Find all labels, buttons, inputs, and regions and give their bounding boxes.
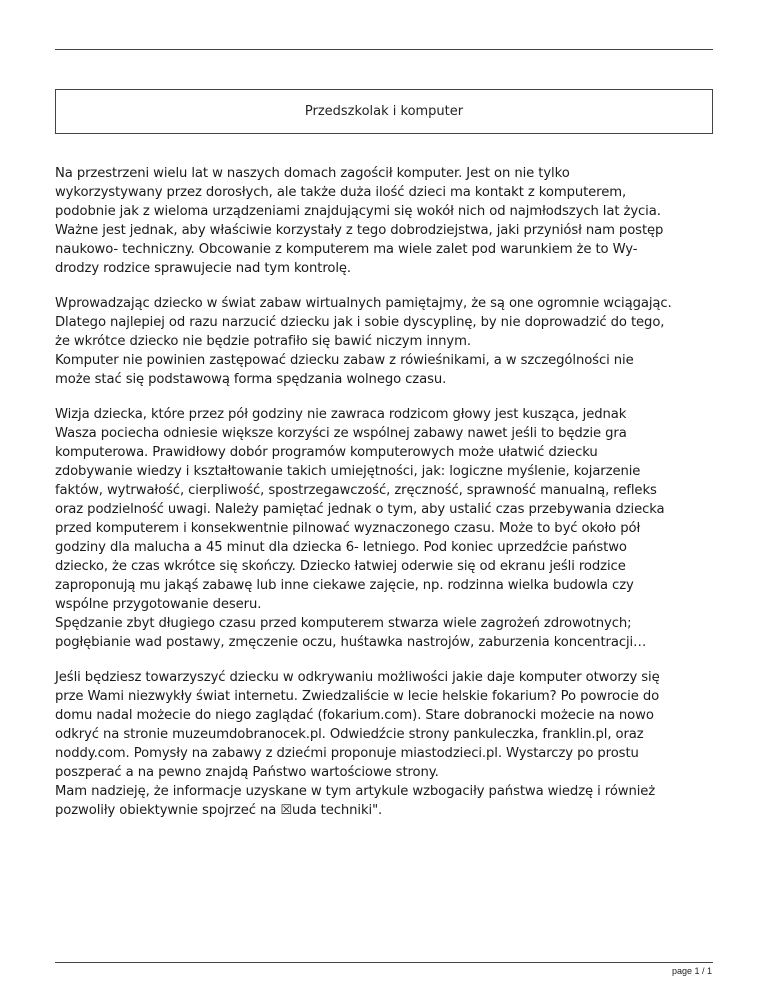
- page-number: page 1 / 1: [671, 966, 712, 976]
- paragraph-2: Wprowadzając dziecko w świat zabaw wirtualnych pamiętajmy, że są one ogromnie wciągając. Dlatego najlepiej od razu narzucić dziecku jak i sobie dyscyplinę, by nie doprowadzić do tego, że wkrótce dziecko nie będzie potrafiło się bawić niczym innym. Komputer nie powinien zastępować dziecku zabaw z rówieśnikami, a w szczególności nie może stać się podstawową forma spędzania wolnego czasu.: [55, 296, 672, 387]
- paragraph-4: Jeśli będziesz towarzyszyć dziecku w odkrywaniu możliwości jakie daje komputer otworzy się prze Wami niezwykły świat internetu. Zwiedzaliście w lecie helskie fokarium? Po powrocie do domu nadal możecie do niego zaglądać (fokarium.com). Stare dobranocki możecie na nowo odkryć na stronie muzeumdobranocek.pl. Odwiedźcie strony pankuleczka, franklin.pl, oraz noddy.com. Pomysły na zabawy z dziećmi proponuje miastodzieci.pl. Wystarczy po prostu poszperać a na pewno znajdą Państwo wartościowe strony. Mam nadzieję, że informacje uzyskane w tym artykule wzbogaciły państwa wiedzę i również pozwoliły obiektywnie spojrzeć na ☒uda techniki".: [55, 670, 660, 818]
- document-body: [55, 164, 720, 836]
- document-title: Przedszkolak i komputer: [304, 104, 464, 119]
- bottom-rule: [55, 962, 713, 963]
- paragraph-3: Wizja dziecka, które przez pół godziny nie zawraca rodzicom głowy jest kusząca, jednak Wasza pociecha odniesie większe korzyści ze wspólnej zabawy nawet jeśli to będzie gra komputerowa. Prawidłowy dobór programów komputerowych może ułatwić dziecku zdobywanie wiedzy i kształtowanie takich umiejętności, jak: logiczne myślenie, kojarzenie faktów, wytrwałość, cierpliwość, spostrzegawczość, zręczność, sprawność manualną, refleks oraz podzielność uwagi. Należy pamiętać jednak o tym, aby ustalić czas przebywania dziecka przed komputerem i konsekwentnie pilnować wyznaczonego czasu. Może to być około pół godziny dla malucha a 45 minut dla dziecka 6- letniego. Pod koniec uprzedźcie państwo dziecko, że czas wkrótce się skończy. Dziecko łatwiej oderwie się od ekranu jeśli rodzice zaproponują mu jakąś zabawę lub inne ciekawe zajęcie, np. rodzinna wielka budowla czy wspólne przygotowanie deseru. Spędzanie zbyt długiego czasu przed komputerem stwarza wiele zagrożeń zdrowotnych; pogłębianie wad postawy, zmęczenie oczu, huśtawka nastrojów, zaburzenia koncentracji…: [55, 407, 665, 650]
- title-box: [55, 89, 713, 134]
- top-rule: [55, 49, 713, 50]
- paragraph-1: Na przestrzeni wielu lat w naszych domach zagościł komputer. Jest on nie tylko wykorzystywany przez dorosłych, ale także duża ilość dzieci ma kontakt z komputerem, podobnie jak z wieloma urządzeniami znajdującymi się wokół nich od najmłodszych lat życia. Ważne jest jednak, aby właściwie korzystały z tego dobrodziejstwa, jaki przyniósł nam postęp naukowo- techniczny. Obcowanie z komputerem ma wiele zalet pod warunkiem że to Wy- drodzy rodzice sprawujecie nad tym kontrolę.: [55, 166, 664, 276]
